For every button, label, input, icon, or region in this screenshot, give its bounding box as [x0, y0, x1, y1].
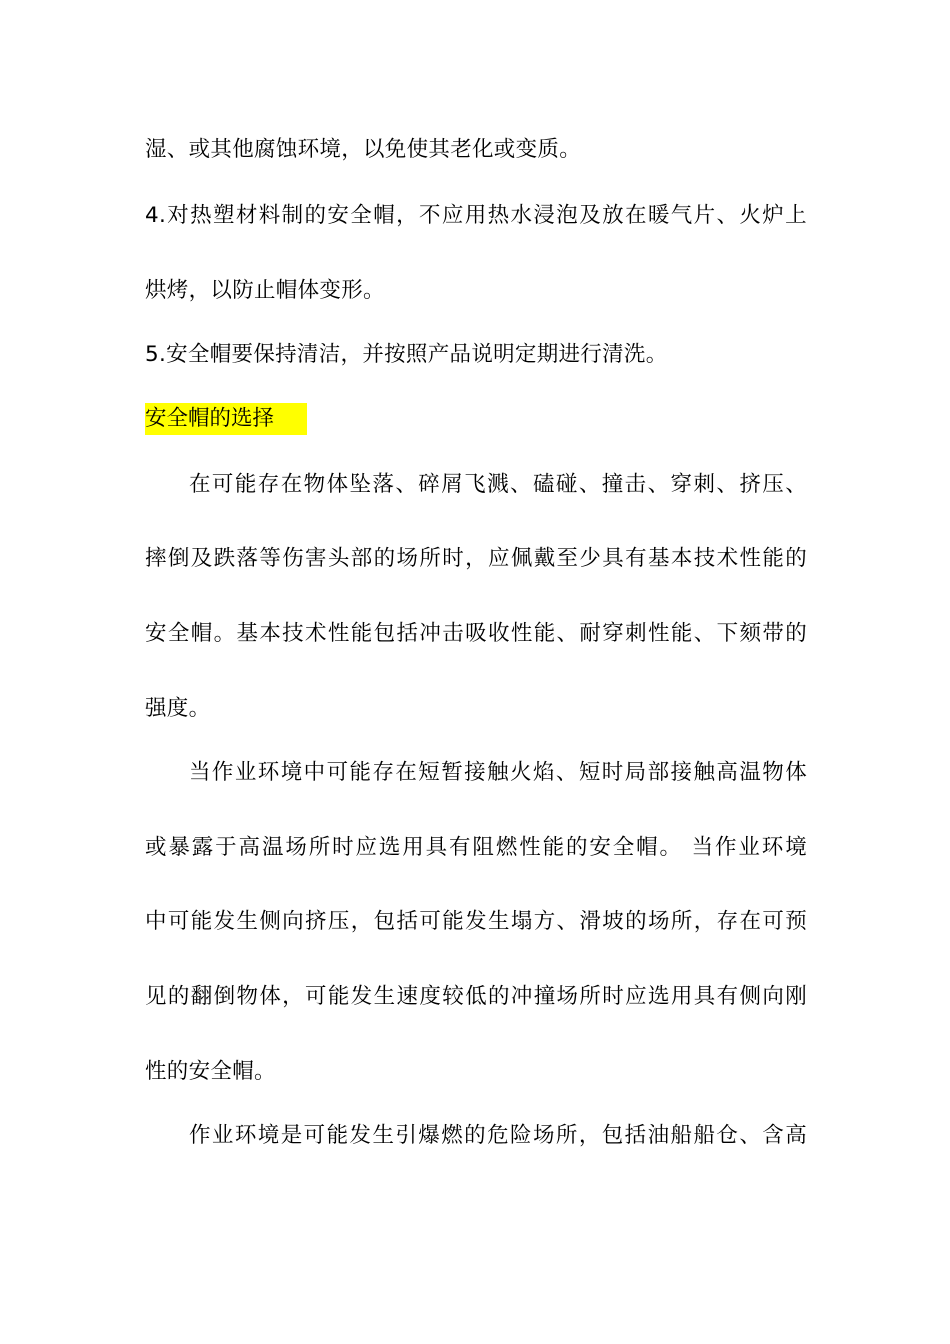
list-item-5: 5.安全帽要保持清洁，并按照产品说明定期进行清洗。	[145, 342, 668, 367]
paragraph-line: 性的安全帽。	[145, 1059, 276, 1084]
paragraph-line: 当作业环境中可能存在短暂接触火焰、短时局部接触高温物体	[189, 760, 807, 785]
paragraph-line: 在可能存在物体坠落、碎屑飞溅、磕碰、撞击、穿刺、挤压、	[189, 472, 807, 497]
paragraph-line: 或暴露于高温场所时应选用具有阻燃性能的安全帽。 当作业环境	[145, 835, 807, 860]
section-heading: 安全帽的选择	[145, 403, 307, 435]
text-line: 湿、或其他腐蚀环境，以免使其老化或变质。	[145, 137, 582, 162]
list-item-4: 4.对热塑材料制的安全帽，不应用热水浸泡及放在暖气片、火炉上	[145, 203, 807, 228]
paragraph-line: 安全帽。基本技术性能包括冲击吸收性能、耐穿刺性能、下颏带的	[145, 621, 807, 646]
text-line: 烘烤，以防止帽体变形。	[145, 278, 385, 303]
paragraph-line: 摔倒及跌落等伤害头部的场所时，应佩戴至少具有基本技术性能的	[145, 546, 807, 571]
paragraph-line: 强度。	[145, 696, 211, 721]
paragraph-line: 中可能发生侧向挤压，包括可能发生塌方、滑坡的场所，存在可预	[145, 909, 807, 934]
paragraph-line: 作业环境是可能发生引爆燃的危险场所，包括油船船仓、含高	[189, 1123, 807, 1148]
paragraph-line: 见的翻倒物体，可能发生速度较低的冲撞场所时应选用具有侧向刚	[145, 984, 807, 1009]
